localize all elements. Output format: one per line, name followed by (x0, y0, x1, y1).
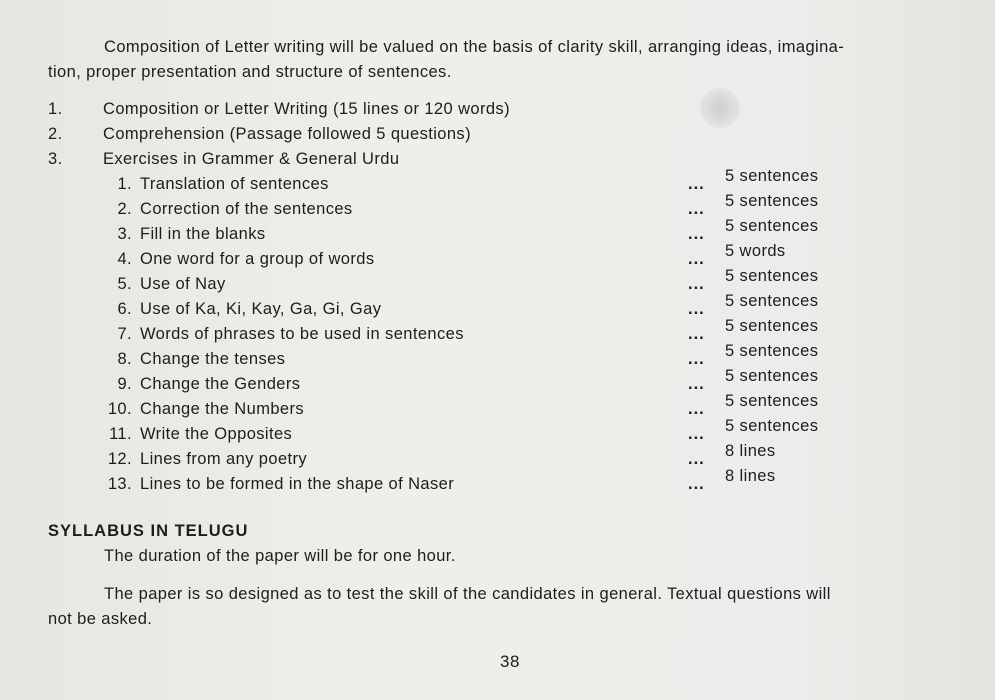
design-line-1: The paper is so designed as to test the skill of the candidates in general. Textual questions will (104, 585, 831, 603)
list-item (48, 122, 648, 147)
exercise-quantity: 5 sentences (725, 417, 819, 435)
exercise-number: 1. (117, 175, 132, 193)
leader-dots: ... (688, 300, 705, 318)
exercise-quantity: 5 sentences (725, 192, 819, 210)
exercise-text: Translation of sentences (140, 175, 329, 193)
item-text: Comprehension (Passage followed 5 questions) (103, 125, 471, 143)
ink-smudge (700, 88, 740, 128)
design-paragraph (48, 582, 968, 632)
exercise-number: 11. (109, 425, 132, 443)
list-item (48, 147, 648, 172)
exercise-quantity: 5 sentences (725, 167, 819, 185)
section-heading: SYLLABUS IN TELUGU (48, 522, 249, 540)
exercise-text: One word for a group of words (140, 250, 375, 268)
design-line-2: not be asked. (48, 610, 153, 628)
item-number: 1. (48, 100, 63, 118)
exercise-quantity: 5 sentences (725, 217, 819, 235)
leader-dots: ... (688, 275, 705, 293)
exercise-quantity: 5 sentences (725, 342, 819, 360)
intro-paragraph (48, 35, 968, 85)
exercise-number: 8. (117, 350, 132, 368)
exercise-number: 9. (117, 375, 132, 393)
item-text: Exercises in Grammer & General Urdu (103, 150, 400, 168)
exercise-text: Lines to be formed in the shape of Naser (140, 475, 455, 493)
leader-dots: ... (688, 375, 705, 393)
exercise-row (100, 467, 860, 497)
exercise-quantity: 5 sentences (725, 292, 819, 310)
exercise-quantity: 8 lines (725, 467, 776, 485)
exercise-quantity: 5 sentences (725, 267, 819, 285)
exercise-quantity: 5 sentences (725, 317, 819, 335)
leader-dots: ... (688, 475, 705, 493)
exercise-number: 5. (117, 275, 132, 293)
leader-dots: ... (688, 225, 705, 243)
exercise-quantity: 5 sentences (725, 367, 819, 385)
exercise-text: Use of Nay (140, 275, 226, 293)
exercise-number: 7. (117, 325, 132, 343)
exercise-text: Lines from any poetry (140, 450, 308, 468)
exercise-text: Change the Genders (140, 375, 301, 393)
leader-dots: ... (688, 325, 705, 343)
exercise-text: Change the tenses (140, 350, 286, 368)
item-text: Composition or Letter Writing (15 lines or 120 words) (103, 100, 510, 118)
exercise-quantity: 5 sentences (725, 392, 819, 410)
exercise-text: Words of phrases to be used in sentences (140, 325, 464, 343)
exercise-number: 3. (117, 225, 132, 243)
exercise-number: 13. (107, 475, 132, 493)
leader-dots: ... (688, 250, 705, 268)
exercise-text: Change the Numbers (140, 400, 305, 418)
intro-line-1: Composition of Letter writing will be valued on the basis of clarity skill, arranging ideas, imagina- (104, 38, 845, 56)
leader-dots: ... (688, 400, 705, 418)
leader-dots: ... (688, 175, 705, 193)
exercise-number: 2. (117, 200, 132, 218)
exercise-text: Fill in the blanks (140, 225, 266, 243)
leader-dots: ... (688, 200, 705, 218)
exercise-number: 6. (117, 300, 132, 318)
exercise-list (100, 167, 860, 497)
exercise-text: Correction of the sentences (140, 200, 353, 218)
leader-dots: ... (688, 425, 705, 443)
list-item (48, 97, 648, 122)
exercise-number: 10. (107, 400, 132, 418)
exercise-quantity: 8 lines (725, 442, 776, 460)
exercise-number: 4. (117, 250, 132, 268)
intro-line-2: tion, proper presentation and structure of sentences. (48, 63, 452, 81)
duration-text: The duration of the paper will be for one hour. (104, 547, 456, 565)
exercise-text: Write the Opposites (140, 425, 293, 443)
item-number: 2. (48, 125, 63, 143)
page-number: 38 (500, 652, 520, 671)
leader-dots: ... (688, 450, 705, 468)
exercise-quantity: 5 words (725, 242, 786, 260)
exercise-text: Use of Ka, Ki, Kay, Ga, Gi, Gay (140, 300, 382, 318)
exercise-number: 12. (107, 450, 132, 468)
item-number: 3. (48, 150, 63, 168)
leader-dots: ... (688, 350, 705, 368)
main-item-list (48, 97, 648, 172)
